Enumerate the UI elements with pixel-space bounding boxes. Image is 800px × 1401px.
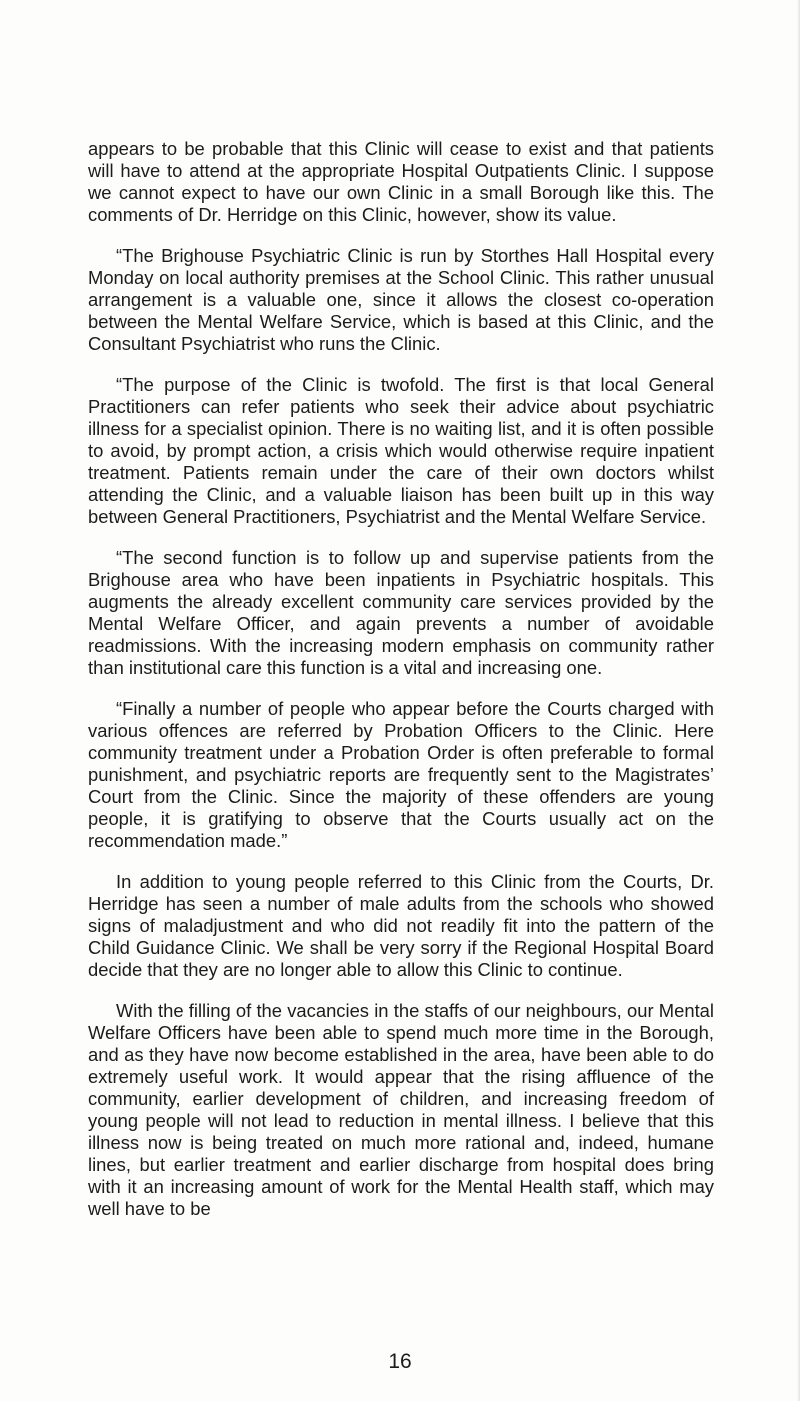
paragraph-clinic-closure: appears to be probable that this Clinic will cease to exist and that patients will have to attend at the appropriate Hospital Outpatients Clinic. I suppose we cannot expect to have our own Clinic in a small Borough like this. The comments of Dr. Herridge on this Clinic, however, show its value. — [88, 138, 714, 225]
body-text — [88, 138, 714, 1239]
paragraph-second-function: “The second function is to follow up and supervise patients from the Brighouse area who have been inpatients in Psychiatric hospitals. This augments the already excellent community care services provided by the Mental Welfare Officer, and again prevents a number of avoidable readmissions. With the increasing modern emphasis on community rather than institutional care this function is a vital and increasing one. — [88, 547, 714, 678]
paragraph-mental-welfare-officers: With the filling of the vacancies in the staffs of our neighbours, our Mental Welfare Officers have been able to spend much more time in the Borough, and as they have now become established in the area, have been able to do extremely useful work. It would appear that the rising affluence of the community, earlier development of children, and increasing freedom of young people will not lead to reduction in mental illness. I believe that this illness now is being treated on much more rational and, indeed, humane lines, but earlier treatment and earlier discharge from hospital does bring with it an increasing amount of work for the Mental Health staff, which may well have to be — [88, 1000, 714, 1219]
paragraph-courts-referrals: “Finally a number of people who appear before the Courts charged with various offences are referred by Probation Officers to the Clinic. Here community treatment under a Probation Order is often preferable to formal punishment, and psychiatric reports are frequently sent to the Magistrates’ Court from the Clinic. Since the majority of these offenders are young people, it is gratifying to observe that the Courts usually act on the recommendation made.” — [88, 698, 714, 851]
paragraph-clinic-purpose: “The purpose of the Clinic is twofold. The first is that local General Practitioners can refer patients who seek their advice about psychiatric illness for a specialist opinion. There is no waiting list, and it is often possible to avoid, by prompt action, a crisis which would otherwise require inpatient treatment. Patients remain under the care of their own doctors whilst attending the Clinic, and a valuable liaison has been built up in this way between General Practitioners, Psychiatrist and the Mental Welfare Service. — [88, 374, 714, 527]
page-number: 16 — [388, 1350, 412, 1373]
paragraph-brighouse-clinic: “The Brighouse Psychiatric Clinic is run by Storthes Hall Hospital every Monday on local authority premises at the School Clinic. This rather unusual arrangement is a valuable one, since it allows the closest co-operation between the Mental Welfare Service, which is based at this Clinic, and the Consultant Psychiatrist who runs the Clinic. — [88, 245, 714, 354]
paragraph-young-people: In addition to young people referred to this Clinic from the Courts, Dr. Herridge has seen a number of male adults from the schools who showed signs of maladjustment and who did not readily fit into the pattern of the Child Guidance Clinic. We shall be very sorry if the Regional Hospital Board decide that they are no longer able to allow this Clinic to continue. — [88, 871, 714, 980]
